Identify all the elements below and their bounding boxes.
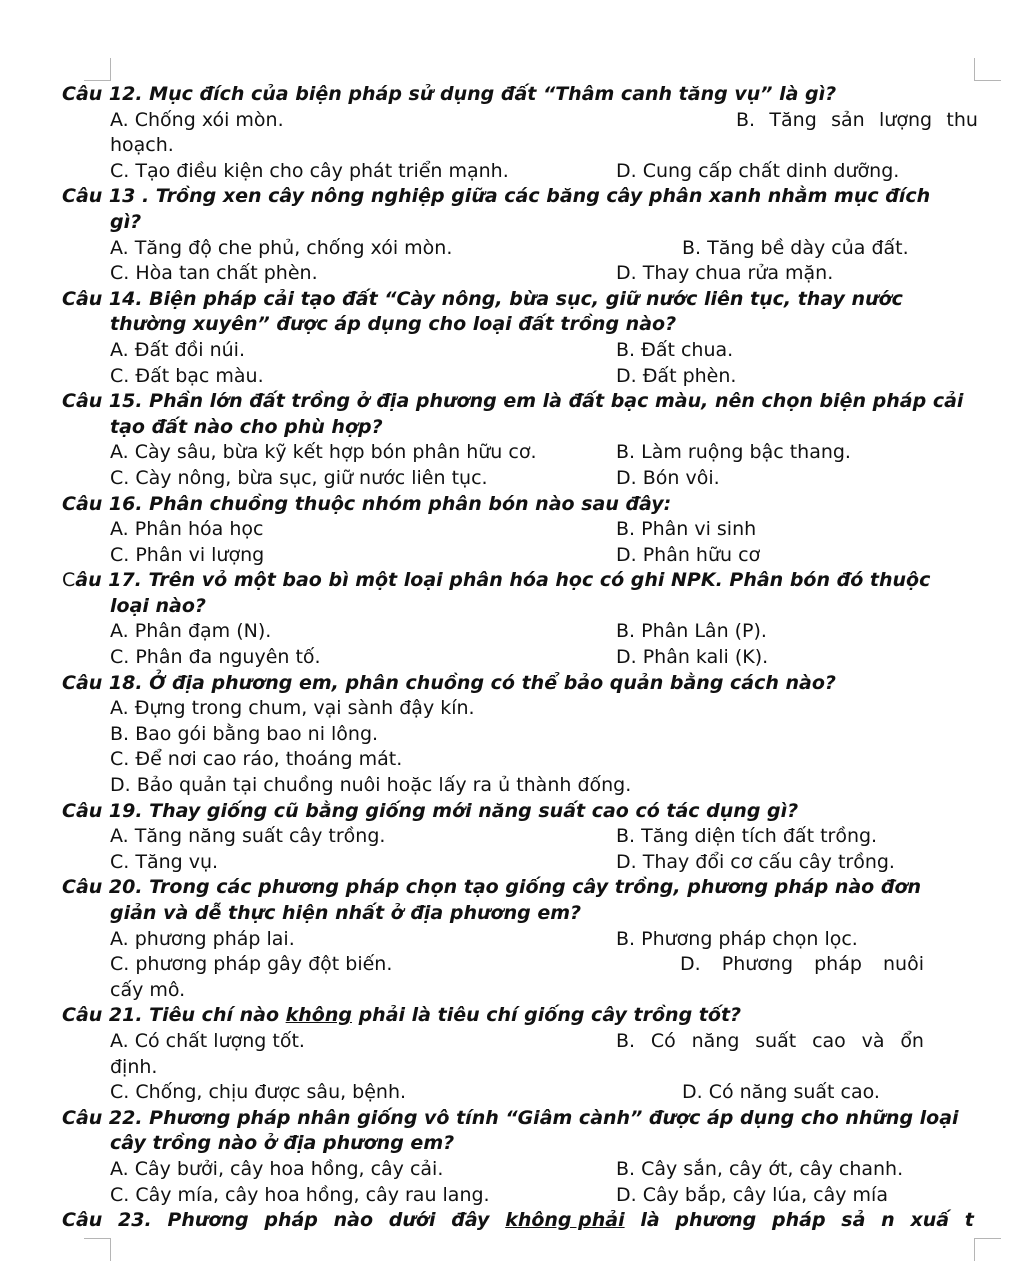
option-row [62, 1157, 982, 1183]
option-c: C. Cây mía, cây hoa hồng, cây rau lang. [110, 1183, 490, 1206]
question-title-continued: thường xuyên” được áp dụng cho loại đất trồng nào? [110, 313, 677, 336]
option-d: D. Bón vôi. [616, 466, 720, 489]
option-b: B. Phân Lân (P). [616, 620, 767, 643]
option-row [62, 952, 982, 978]
option-row [62, 338, 982, 364]
question-title: Câu 20. Trong các phương pháp chọn tạo giống cây trồng, phương pháp nào đơn [62, 876, 922, 899]
question-title-continued: tạo đất nào cho phù hợp? [110, 415, 383, 438]
crop-mark-bottom-right [974, 1238, 1001, 1261]
underlined-word: không [285, 1004, 352, 1027]
option-a: A. Phân đạm (N). [110, 620, 272, 643]
option-row [62, 466, 982, 492]
option-row [62, 1080, 982, 1106]
option-b: B. Tăng sản lượng thu [736, 108, 978, 131]
option-c: C. Hòa tan chất phèn. [110, 262, 318, 285]
question-title: Câu 15. Phần lớn đất trồng ở địa phương em là đất bạc màu, nên chọn biện pháp cải [62, 390, 964, 413]
question-title: Câu 19. Thay giống cũ bằng giống mới năng suất cao có tác dụng gì? [62, 799, 799, 822]
crop-mark-top-left [84, 58, 111, 81]
question-title-continued: giản và dễ thực hiện nhất ở địa phương em? [110, 902, 582, 924]
option-c: C. Chống, chịu được sâu, bệnh. [110, 1081, 407, 1104]
question-title-text: âu 17. Trên vỏ một bao bì một loại phân hóa học có ghi NPK. Phân bón đó thuộc [75, 569, 931, 592]
option-a: A. Cày sâu, bừa kỹ kết hợp bón phân hữu cơ. [110, 441, 537, 464]
option-row [62, 159, 982, 185]
option-d: D. Bảo quản tại chuồng nuôi hoặc lấy ra ủ thành đống. [110, 774, 632, 797]
option-d: D. Thay chua rửa mặn. [616, 262, 834, 285]
option-a: A. Có chất lượng tốt. [110, 1029, 305, 1052]
option-a: A. phương pháp lai. [110, 927, 295, 950]
option-row [62, 824, 982, 850]
option-a: A. Phân hóa học [110, 518, 264, 541]
option-c: C. Tăng vụ. [110, 850, 219, 873]
option-b: B. Đất chua. [616, 338, 734, 361]
option-row [62, 440, 982, 466]
crop-mark-bottom-left [84, 1238, 111, 1261]
question-title: Câu 13 . Trồng xen cây nông nghiệp giữa các băng cây phân xanh nhằm mục đích [62, 185, 931, 208]
option-b: B. Tăng diện tích đất trồng. [616, 825, 878, 848]
option-b: B. Có năng suất cao và ổn [616, 1029, 924, 1052]
option-b: B. Làm ruộng bậc thang. [616, 441, 851, 464]
option-c: C. Phân vi lượng [110, 543, 265, 566]
option-a: A. Tăng độ che phủ, chống xói mòn. [110, 236, 453, 259]
question-title: Câu 22. Phương pháp nhân giống vô tính “Giâm cành” được áp dụng cho những loại [62, 1106, 959, 1129]
option-row [62, 543, 982, 569]
crop-mark-top-right [974, 58, 1001, 81]
question-title: Câu 14. Biện pháp cải tạo đất “Cày nông, bừa sục, giữ nước liên tục, thay nước [62, 287, 903, 310]
option-row [62, 364, 982, 390]
underlined-word: không phải [505, 1209, 625, 1232]
option-row [62, 645, 982, 671]
question-title-prefix: C [62, 569, 76, 592]
question-title-continued: gì? [110, 210, 142, 233]
question-title-continued: cây trồng nào ở địa phương em? [110, 1132, 455, 1155]
option-c: C. Cày nông, bừa sục, giữ nước liên tục. [110, 466, 488, 489]
option-d: D. Thay đổi cơ cấu cây trồng. [616, 850, 895, 873]
option-b: B. Cây sắn, cây ớt, cây chanh. [616, 1157, 904, 1180]
option-b: B. Tăng bề dày của đất. [682, 236, 909, 259]
option-d: D. Cung cấp chất dinh dưỡng. [616, 159, 900, 182]
option-row [62, 108, 982, 134]
option-c: C. Đất bạc màu. [110, 364, 264, 387]
option-a: A. Tăng năng suất cây trồng. [110, 825, 386, 848]
option-d: D. Phân kali (K). [616, 646, 769, 669]
option-b-continued: định. [110, 1055, 158, 1078]
question-list [62, 82, 982, 1234]
option-row [62, 1029, 982, 1055]
option-a: A. Chống xói mòn. [110, 108, 284, 131]
option-row [62, 236, 982, 262]
option-a: A. Cây bưởi, cây hoa hồng, cây cải. [110, 1157, 444, 1180]
option-b-continued: hoạch. [110, 134, 174, 157]
option-b: B. Phân vi sinh [616, 518, 757, 541]
option-a: A. Đất đồi núi. [110, 338, 246, 361]
option-d-continued: cấy mô. [110, 978, 186, 1001]
option-row [62, 850, 982, 876]
option-a: A. Đựng trong chum, vại sành đậy kín. [110, 697, 475, 720]
question-title: Câu 12. Mục đích của biện pháp sử dụng đất “Thâm canh tăng vụ” là gì? [62, 83, 837, 105]
option-c: C. phương pháp gây đột biến. [110, 953, 393, 976]
option-d: D. Có năng suất cao. [682, 1081, 880, 1104]
option-row [62, 261, 982, 287]
option-b: B. Bao gói bằng bao ni lông. [110, 722, 379, 745]
option-b: B. Phương pháp chọn lọc. [616, 927, 858, 950]
option-row [62, 619, 982, 645]
question-title-continued: loại nào? [110, 594, 206, 617]
option-d: D. Đất phèn. [616, 364, 737, 387]
question-title: Câu 16. Phân chuồng thuộc nhóm phân bón nào sau đây: [62, 492, 672, 515]
question-title: Câu 23. Phương pháp nào dưới đây không phải là phương pháp sả n xuấ t [62, 1208, 982, 1234]
question-title: Câu 21. Tiêu chí nào không phải là tiêu chí giống cây trồng tốt? [62, 1004, 742, 1027]
option-row [62, 1183, 982, 1209]
option-d: D. Phương pháp nuôi [680, 953, 924, 976]
option-c: C. Phân đa nguyên tố. [110, 646, 321, 669]
question-title [62, 568, 982, 594]
option-d: D. Cây bắp, cây lúa, cây mía [616, 1183, 888, 1206]
option-row [62, 517, 982, 543]
question-title: Câu 18. Ở địa phương em, phân chuồng có thể bảo quản bằng cách nào? [62, 671, 836, 694]
option-d: D. Phân hữu cơ [616, 543, 761, 566]
option-c: C. Tạo điều kiện cho cây phát triển mạnh. [110, 159, 509, 182]
option-row [62, 927, 982, 953]
option-c: C. Để nơi cao ráo, thoáng mát. [110, 748, 403, 771]
